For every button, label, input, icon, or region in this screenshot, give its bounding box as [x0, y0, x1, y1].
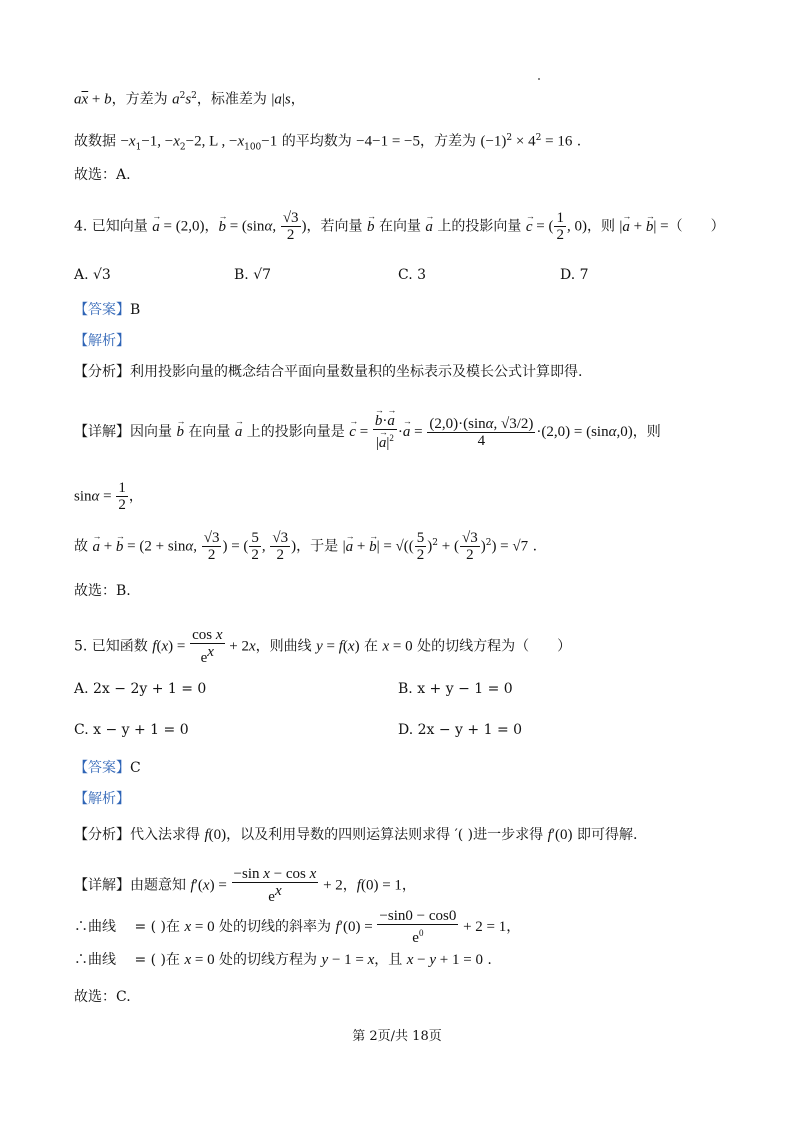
text-line: $a\overline{x} + b$，方差为 $a^2s^2$，标准差为 |a|s， [74, 91, 305, 108]
question-5: 5. 已知函数 f(x) = $\frac{\text{cos x}}{e^x}$ + 2x，则曲线 y = f(x) 在 x = 0 处的切线方程为（ ） [74, 627, 572, 666]
option-a: A. √3 [74, 267, 111, 283]
option-c: C. x − y + 1 = 0 [74, 722, 189, 738]
option-b: B. x + y − 1 = 0 [398, 681, 513, 697]
question-4: 4. 已知向量 → a = (2,0)，→ b = (sinα, $\frac{√3}{2}$ )，若向量 → b 在向量 → a 上的投影向量 → c = ( $\frac{1}{2}$ , 0)，则 |→ a + → b| =（ ） [74, 210, 725, 243]
analysis-tag: 【解析】 [74, 791, 130, 807]
fenxi-tag: 【分析】 [74, 827, 130, 843]
detail-line-3: ∴曲线 = ( )在 x = 0 处的切线方程为 y − 1 = x，且 x − y + 1 = 0 . [74, 952, 492, 968]
detail-line: 【详解】由题意知 f′(x) = $\frac{\text{−sin x − cos x}}{e^x}$ + 2，f(0) = 1， [74, 866, 416, 905]
text-line: 故选：A. [74, 167, 131, 183]
option-d: D. 2x − y + 1 = 0 [398, 722, 523, 738]
option-c: C. 3 [398, 267, 427, 283]
analysis-line: 【分析】代入法求得 f(0)，以及利用导数的四则运算法则求得 ′( )进一步求得 f′(0) 即可得解. [74, 827, 638, 843]
analysis-line [74, 362, 582, 382]
answer-value: C [130, 760, 141, 776]
text-line: 故选：C. [74, 989, 131, 1005]
option-b: B. √7 [234, 267, 272, 283]
detail-line-2: ∴曲线 = ( )在 x = 0 处的切线的斜率为 f′(0) = $\frac{-\sin 0 - \cos 0}{e^0}$ + 2 = 1， [74, 908, 521, 946]
detail-tag: 【详解】 [74, 424, 130, 440]
detail-tag: 【详解】 [74, 877, 130, 894]
page-footer: 第 2页/共 18页 [352, 1029, 442, 1044]
detail-line: 【详解】因向量 → b 在向量 → a 上的投影向量是 → c = → $\frac{b\cdot\to a}{|\to a|^2}$ ·→ a = $\frac{(2,0)\cdot(\sin\alpha, √3/2)}{4}$ ·(2,0) = (sinα,0)，则 [74, 413, 661, 451]
answer-value: B [130, 302, 141, 318]
fenxi-text: 利用投影向量的概念结合平面向量数量积的坐标表示及模长公式计算即得. [130, 364, 583, 380]
analysis-tag: 【解析】 [74, 333, 130, 349]
speck-mark [538, 78, 540, 80]
detail-line-3: 故 → a + → b = (2 + sinα, $\frac{√3}{2}$ ) = ( $\frac{5}{2}$ , $\frac{√3}{2}$ )，于是 |→ a + → b| = √(( $\frac{5}{2}$ )$^2$ + ( $\frac{√3}{2}$ )$^2$) = √7 . [74, 530, 537, 563]
fenxi-tag: 【分析】 [74, 364, 130, 380]
answer-line [74, 300, 140, 320]
text-line: 故选：B. [74, 583, 131, 599]
answer-tag: 【答案】 [74, 760, 130, 776]
option-d: D. 7 [560, 267, 589, 283]
text-line: 故数据 $-x_1-1$, $-x_2-2$, L , $-x_{100}-1$ 的平均数为 −4−1 = −5，方差为 $(-1)^2 \times 4^2 = 16$ . [74, 133, 582, 153]
answer-tag: 【答案】 [74, 302, 130, 318]
detail-line-2: sinα = $\frac{1}{2}$ ， [74, 480, 143, 513]
answer-line [74, 758, 141, 778]
option-a: A. 2x − 2y + 1 = 0 [74, 681, 207, 697]
